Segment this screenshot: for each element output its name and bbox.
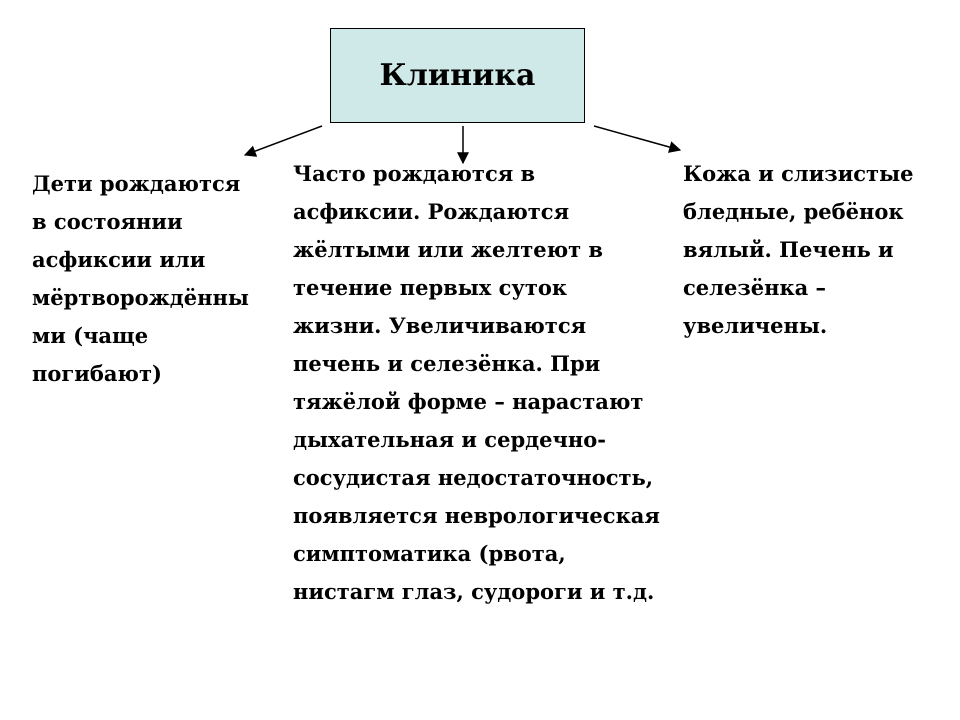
- right-text-line: вялый. Печень и: [683, 237, 894, 262]
- center-text-line: асфиксии. Рождаются: [293, 199, 570, 224]
- right-text-line: бледные, ребёнок: [683, 199, 904, 224]
- left-text-line: в состоянии: [32, 209, 183, 234]
- left-text-line: Дети рождаются: [32, 171, 241, 196]
- center-text-line: сосудистая недостаточность,: [293, 465, 654, 490]
- left-text-line: погибают): [32, 361, 162, 386]
- right-text-line: селезёнка –: [683, 275, 827, 300]
- left-text-line: асфиксии или: [32, 247, 206, 272]
- center-text-line: жёлтыми или желтеют в: [293, 237, 604, 262]
- center-text-line: печень и селезёнка. При: [293, 351, 601, 376]
- diagram-title: Клиника: [379, 58, 536, 93]
- arrow-right: [594, 126, 680, 150]
- right-text-block: [683, 155, 913, 345]
- left-text-block: [32, 165, 249, 393]
- left-text-line: ми (чаще: [32, 323, 149, 348]
- center-text-line: течение первых суток: [293, 275, 568, 300]
- right-text-line: Кожа и слизистые: [683, 161, 914, 186]
- arrow-left: [245, 126, 322, 155]
- right-text-line: увеличены.: [683, 313, 828, 338]
- center-text-line: дыхательная и сердечно-: [293, 427, 606, 452]
- center-text-line: появляется неврологическая: [293, 503, 660, 528]
- center-text-line: нистагм глаз, судороги и т.д.: [293, 579, 655, 604]
- center-text-line: жизни. Увеличиваются: [293, 313, 587, 338]
- center-text-line: тяжёлой форме – нарастают: [293, 389, 644, 414]
- center-text-line: Часто рождаются в: [293, 161, 536, 186]
- center-text-line: симптоматика (рвота,: [293, 541, 566, 566]
- left-text-line: мёртворождённы: [32, 285, 249, 310]
- center-text-block: [293, 155, 660, 611]
